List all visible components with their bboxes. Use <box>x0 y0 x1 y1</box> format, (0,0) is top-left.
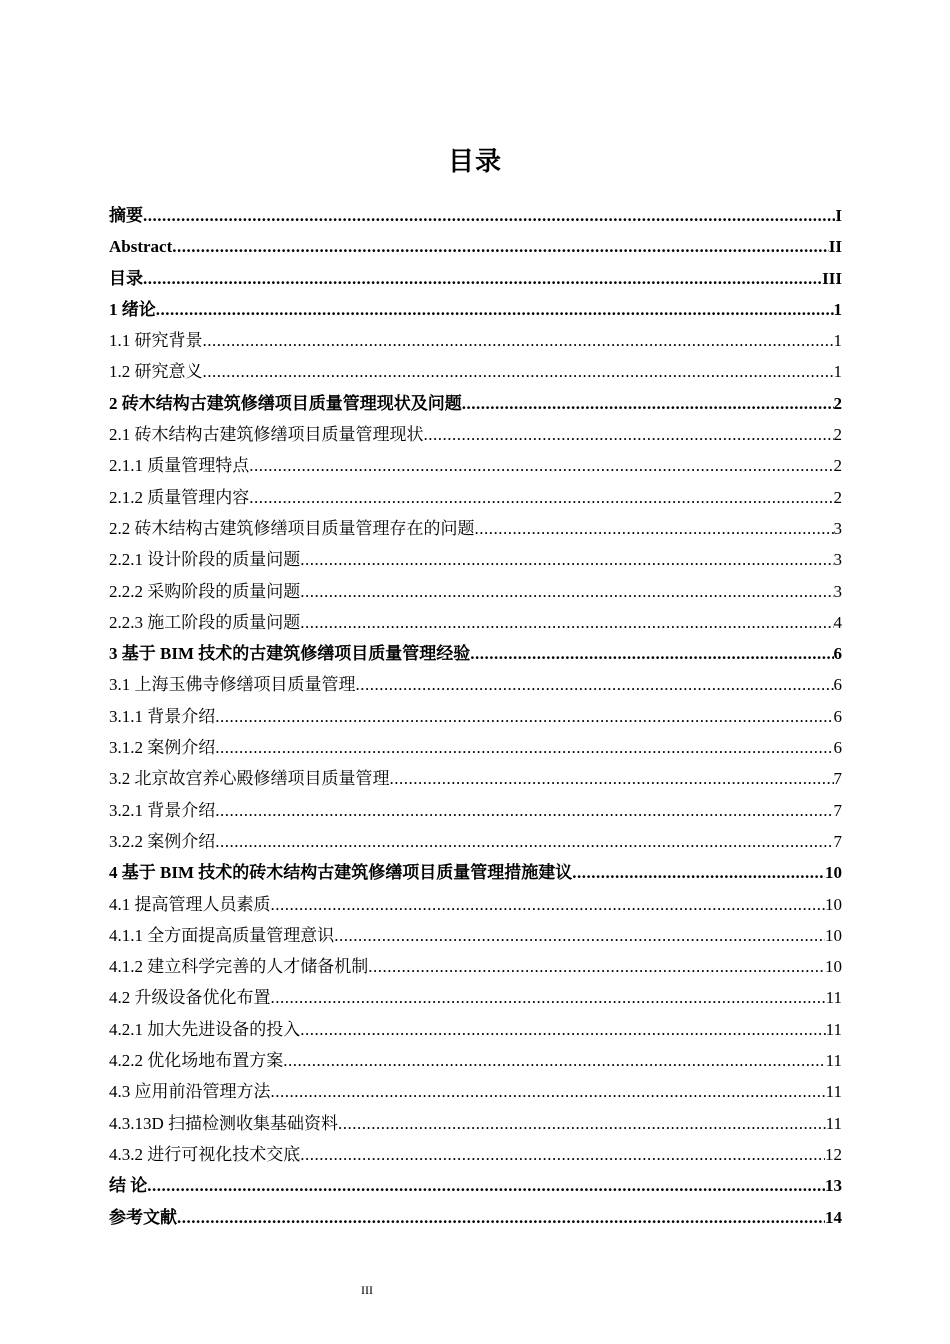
toc-leader-dots <box>300 607 833 638</box>
toc-leader-dots <box>271 1076 826 1107</box>
toc-entry-label: 3.1 上海玉佛寺修缮项目质量管理 <box>109 675 356 695</box>
toc-entry-label: 3.1.1 背景介绍 <box>109 706 216 726</box>
toc-leader-dots <box>203 325 834 356</box>
toc-entry-label: 3.2 北京故宫养心殿修缮项目质量管理 <box>109 769 390 789</box>
toc-leader-dots <box>143 263 822 294</box>
toc-entry-page: 2 <box>833 487 842 507</box>
toc-entry[interactable] <box>109 419 842 450</box>
toc-entry-page: 11 <box>825 1051 842 1071</box>
toc-entry-page: 1 <box>833 362 842 382</box>
toc-leader-dots <box>334 920 825 951</box>
toc-entry-label: 目录 <box>109 268 143 288</box>
toc-entry-label: 2.1.2 质量管理内容 <box>109 487 250 507</box>
toc-entry[interactable] <box>109 200 842 231</box>
toc-entry[interactable] <box>109 544 842 575</box>
toc-entry-page: II <box>828 237 842 257</box>
toc-entry[interactable] <box>109 607 842 638</box>
toc-leader-dots <box>475 513 834 544</box>
toc-entry-page: 7 <box>833 800 842 820</box>
toc-leader-dots <box>572 857 825 888</box>
toc-entry[interactable] <box>109 826 842 857</box>
toc-entry[interactable] <box>109 294 842 325</box>
toc-leader-dots <box>368 951 825 982</box>
toc-entry-label: 3.2.1 背景介绍 <box>109 800 216 820</box>
toc-leader-dots <box>156 294 834 325</box>
table-of-contents <box>109 200 842 1233</box>
toc-entry[interactable] <box>109 1202 842 1233</box>
toc-entry-label: 3.1.2 案例介绍 <box>109 738 216 758</box>
toc-entry[interactable] <box>109 482 842 513</box>
toc-entry-label: 4.2 升级设备优化布置 <box>109 988 271 1008</box>
toc-leader-dots <box>390 763 834 794</box>
toc-entry-page: 11 <box>825 1113 842 1133</box>
toc-entry-label: 3.2.2 案例介绍 <box>109 831 216 851</box>
toc-leader-dots <box>462 388 834 419</box>
toc-entry-label: 4.1.1 全方面提高质量管理意识 <box>109 925 335 945</box>
toc-leader-dots <box>215 795 833 826</box>
toc-entry-label: 2.2.2 采购阶段的质量问题 <box>109 581 301 601</box>
toc-entry-page: 3 <box>833 550 842 570</box>
toc-entry-page: 3 <box>833 581 842 601</box>
toc-entry[interactable] <box>109 263 842 294</box>
toc-entry-label: 4.1 提高管理人员素质 <box>109 894 271 914</box>
toc-leader-dots <box>271 889 826 920</box>
toc-entry-label: 摘要 <box>109 206 143 225</box>
toc-entry-label: 4.3 应用前沿管理方法 <box>109 1082 271 1102</box>
toc-entry-label: 结 论 <box>109 1176 148 1196</box>
toc-entry-label: 4.3.2 进行可视化技术交底 <box>109 1144 301 1164</box>
toc-entry[interactable] <box>109 638 842 669</box>
toc-entry[interactable] <box>109 669 842 700</box>
toc-leader-dots <box>300 1139 825 1170</box>
toc-entry[interactable] <box>109 857 842 888</box>
toc-entry-page: 1 <box>833 299 842 319</box>
toc-entry[interactable] <box>109 1014 842 1045</box>
toc-leader-dots <box>300 576 833 607</box>
toc-entry[interactable] <box>109 513 842 544</box>
toc-entry-page: 6 <box>833 738 842 758</box>
toc-entry-label: 1.2 研究意义 <box>109 362 203 382</box>
toc-entry-page: 6 <box>833 706 842 726</box>
toc-entry-page: 13 <box>825 1176 842 1196</box>
toc-entry[interactable] <box>109 1108 842 1139</box>
toc-entry[interactable] <box>109 450 842 481</box>
toc-entry-label: 4.2.1 加大先进设备的投入 <box>109 1019 301 1039</box>
toc-entry-label: Abstract <box>109 237 173 257</box>
toc-leader-dots <box>215 732 833 763</box>
toc-entry-page: 14 <box>825 1207 842 1227</box>
toc-entry-page: I <box>835 206 842 225</box>
toc-entry-label: 4.1.2 建立科学完善的人才储备机制 <box>109 957 369 977</box>
toc-entry-label: 2.1.1 质量管理特点 <box>109 456 250 476</box>
toc-entry[interactable] <box>109 356 842 387</box>
toc-entry-page: 2 <box>833 456 842 476</box>
toc-leader-dots <box>338 1108 826 1139</box>
toc-entry-page: 10 <box>825 925 842 945</box>
toc-leader-dots <box>470 638 833 669</box>
toc-entry-page: 6 <box>833 675 842 695</box>
toc-leader-dots <box>356 669 834 700</box>
toc-entry-page: 11 <box>825 1019 842 1039</box>
toc-entry-label: 4.2.2 优化场地布置方案 <box>109 1051 284 1071</box>
toc-entry-label: 2.2.3 施工阶段的质量问题 <box>109 612 301 632</box>
toc-leader-dots <box>147 1170 825 1201</box>
toc-entry-page: 11 <box>825 988 842 1008</box>
toc-entry-label: 参考文献 <box>109 1207 177 1227</box>
toc-entry-page: 3 <box>833 518 842 538</box>
toc-entry[interactable] <box>109 889 842 920</box>
toc-entry-label: 4 基于 BIM 技术的砖木结构古建筑修缮项目质量管理措施建议 <box>109 863 573 883</box>
toc-entry-label: 1.1 研究背景 <box>109 331 203 351</box>
toc-entry-label: 2.1 砖木结构古建筑修缮项目质量管理现状 <box>109 425 424 445</box>
toc-entry-page: 11 <box>825 1082 842 1102</box>
toc-entry[interactable] <box>109 732 842 763</box>
toc-leader-dots <box>143 200 835 231</box>
toc-leader-dots <box>300 544 833 575</box>
toc-leader-dots <box>203 356 834 387</box>
toc-leader-dots <box>249 450 833 481</box>
toc-entry-page: 12 <box>825 1144 842 1164</box>
toc-entry-page: 2 <box>833 393 842 413</box>
toc-entry[interactable] <box>109 1139 842 1170</box>
toc-entry[interactable] <box>109 1045 842 1076</box>
toc-entry-page: 1 <box>833 331 842 351</box>
toc-entry[interactable] <box>109 388 842 419</box>
toc-entry-page: 4 <box>833 612 842 632</box>
toc-entry-page: 6 <box>833 644 842 664</box>
page-title: 目录 <box>447 147 502 177</box>
toc-entry[interactable] <box>109 920 842 951</box>
toc-leader-dots <box>283 1045 825 1076</box>
toc-leader-dots <box>424 419 834 450</box>
toc-entry-page: III <box>822 268 842 288</box>
toc-entry[interactable] <box>109 982 842 1013</box>
toc-entry-page: 10 <box>825 957 842 977</box>
toc-entry-page: 7 <box>833 769 842 789</box>
toc-leader-dots <box>172 231 829 262</box>
toc-entry-label: 3 基于 BIM 技术的古建筑修缮项目质量管理经验 <box>109 644 471 664</box>
toc-entry-page: 7 <box>833 831 842 851</box>
toc-entry-label: 2 砖木结构古建筑修缮项目质量管理现状及问题 <box>109 393 462 413</box>
toc-leader-dots <box>215 701 833 732</box>
toc-entry[interactable] <box>109 231 842 262</box>
toc-entry[interactable] <box>109 1076 842 1107</box>
toc-entry[interactable] <box>109 763 842 794</box>
toc-entry-page: 2 <box>833 425 842 445</box>
toc-entry-label: 4.3.13D 扫描检测收集基础资料 <box>109 1113 339 1133</box>
toc-entry[interactable] <box>109 325 842 356</box>
toc-leader-dots <box>177 1202 825 1233</box>
toc-entry-label: 2.2.1 设计阶段的质量问题 <box>109 550 301 570</box>
toc-leader-dots <box>249 482 833 513</box>
toc-entry[interactable] <box>109 701 842 732</box>
toc-leader-dots <box>215 826 833 857</box>
toc-entry[interactable] <box>109 795 842 826</box>
footer-page-number: III <box>361 1283 373 1297</box>
toc-leader-dots <box>271 982 826 1013</box>
toc-entry[interactable] <box>109 576 842 607</box>
toc-entry[interactable] <box>109 951 842 982</box>
toc-leader-dots <box>300 1014 825 1045</box>
toc-entry-page: 10 <box>825 894 842 914</box>
toc-entry-label: 1 绪论 <box>109 299 156 319</box>
toc-entry-page: 10 <box>825 863 842 883</box>
toc-entry-label: 2.2 砖木结构古建筑修缮项目质量管理存在的问题 <box>109 518 475 538</box>
toc-entry[interactable] <box>109 1170 842 1201</box>
